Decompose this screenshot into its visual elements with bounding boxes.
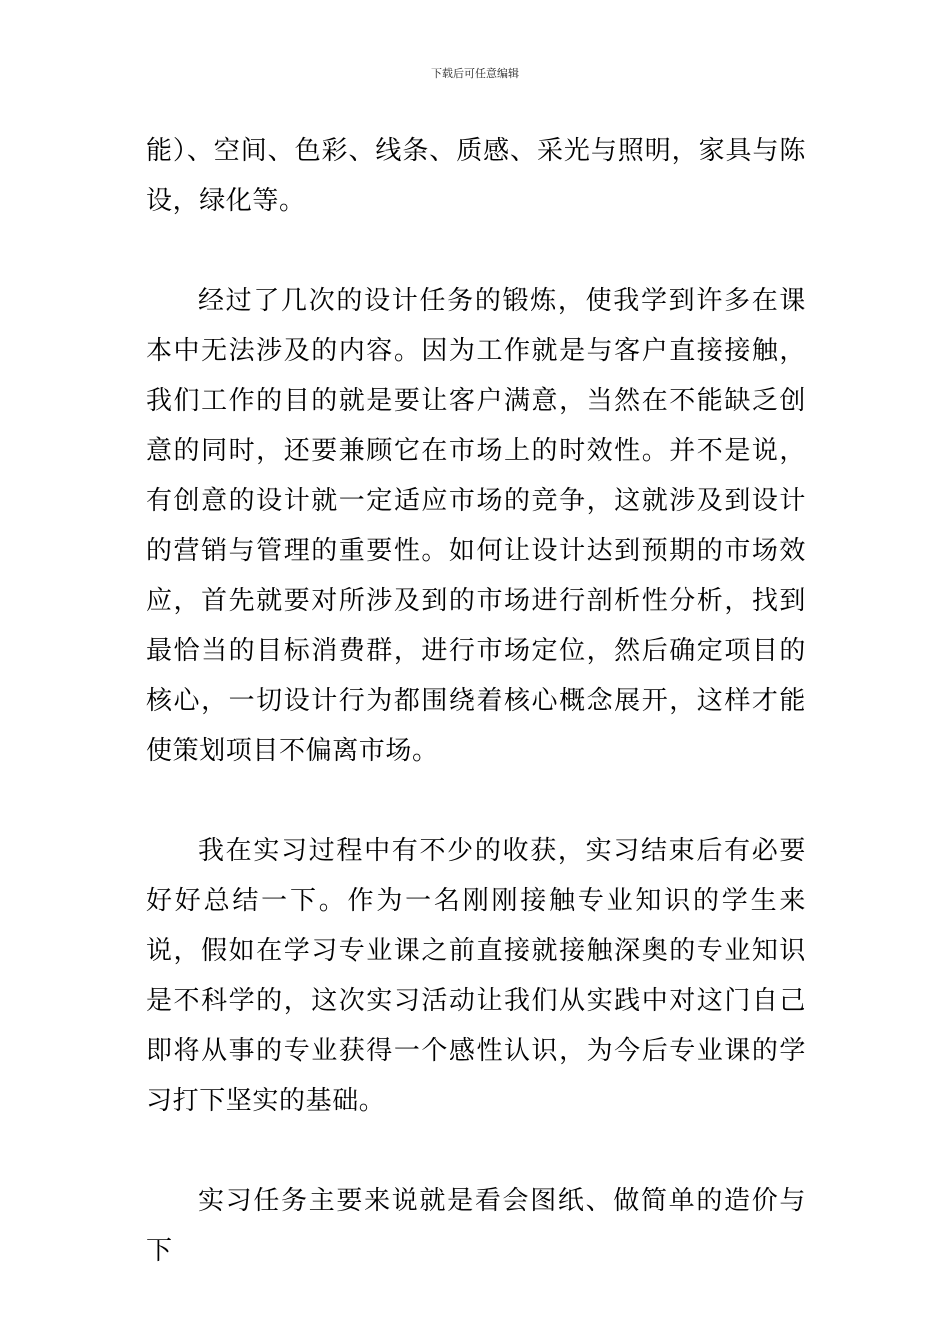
page-header: 下载后可任意编辑 [431,67,519,80]
paragraph-4: 实习任务主要来说就是看会图纸、做简单的造价与下 [146,1186,806,1266]
paragraph-gap [146,776,806,826]
paragraph-3: 我在实习过程中有不少的收获，实习结束后有必要好好总结一下。作为一名刚刚接触专业知识的学生来说，假如在学习专业课之前直接就接触深奥的专业知识是不科学的，这次实习活动让我们从实践中对这门自己即将从事的专业获得一个感性认识，为今后专业课的学习打下坚实的基础。 [146,836,806,1116]
paragraph-gap [146,1126,806,1176]
paragraph-gap [146,226,806,276]
document-body [146,126,806,1276]
paragraph-2: 经过了几次的设计任务的锻炼，使我学到许多在课本中无法涉及的内容。因为工作就是与客户直接接触，我们工作的目的就是要让客户满意，当然在不能缺乏创意的同时，还要兼顾它在市场上的时效性。并不是说，有创意的设计就一定适应市场的竞争，这就涉及到设计的营销与管理的重要性。如何让设计达到预期的市场效应，首先就要对所涉及到的市场进行剖析性分析，找到最恰当的目标消费群，进行市场定位，然后确定项目的核心，一切设计行为都围绕着核心概念展开，这样才能使策划项目不偏离市场。 [146,286,806,766]
paragraph-1: 能）、空间、色彩、线条、质感、采光与照明，家具与陈设，绿化等。 [146,136,806,216]
